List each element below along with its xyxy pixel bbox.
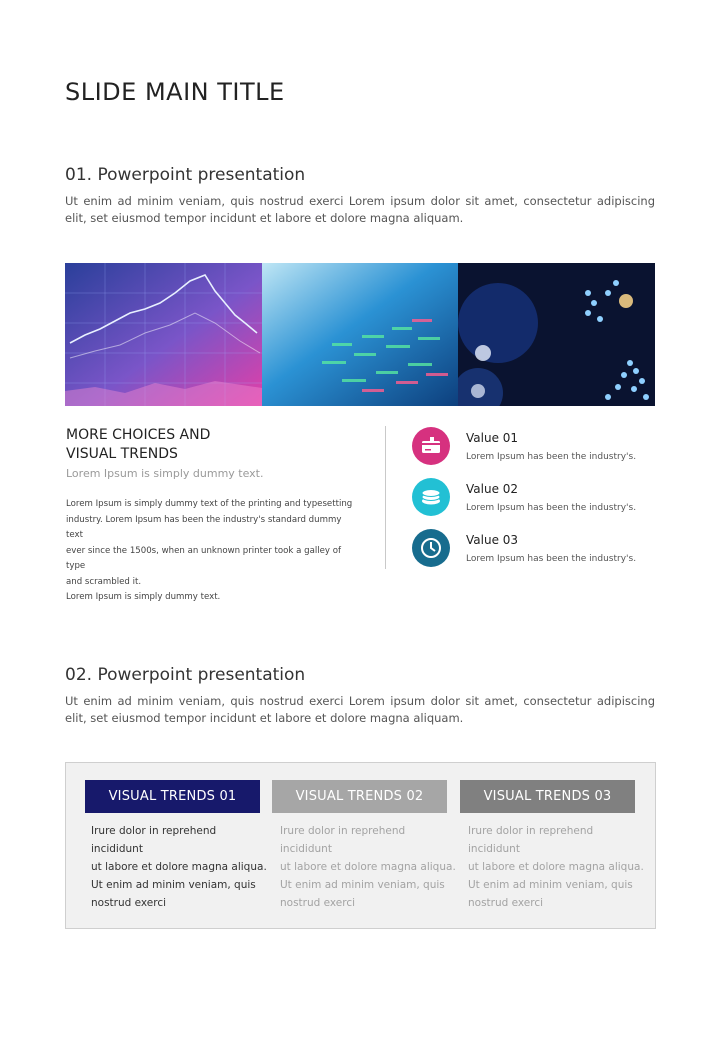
choices-title-line2: VISUAL TRENDS (66, 446, 178, 462)
value-01-desc: Lorem Ipsum has been the industry's. (466, 452, 637, 462)
trend-text-line: ut labore et dolore magna aliqua. (280, 861, 456, 873)
trend-text-line: Irure dolor in reprehend incididunt (91, 825, 217, 855)
choices-desc-line: industry. Lorem Ipsum has been the industry's standard dummy text (66, 514, 342, 540)
led-board-photo (458, 263, 655, 406)
visual-trends-01-text (91, 822, 271, 912)
trend-text-line: Irure dolor in reprehend incididunt (468, 825, 594, 855)
trend-text-line: Irure dolor in reprehend incididunt (280, 825, 406, 855)
choices-description (66, 497, 356, 606)
choices-desc-line: Lorem Ipsum is simply dummy text. (66, 592, 221, 602)
value-03-title: Value 03 (466, 533, 519, 547)
choices-title-line1: MORE CHOICES AND (66, 427, 211, 443)
section2-body: Ut enim ad minim veniam, quis nostrud exerci Lorem ipsum dolor sit amet, consectetur adipiscing elit, set eiusmod tempor incidunt et labore et dolore magna aliquam. (65, 694, 655, 725)
visual-trends-02-text (280, 822, 460, 912)
stock-ticker-photo (262, 263, 458, 406)
section1-heading: 01. Powerpoint presentation (65, 165, 306, 185)
trend-text-line: nostrud exerci (468, 897, 544, 909)
choices-desc-line: and scrambled it. (66, 576, 142, 587)
coins-icon (412, 478, 450, 516)
visual-trends-03-text (468, 822, 648, 912)
visual-trends-01-header: VISUAL TRENDS 01 (85, 780, 260, 813)
stock-chart-photo (65, 263, 262, 406)
value-02-desc: Lorem Ipsum has been the industry's. (466, 503, 637, 513)
choices-title (66, 426, 266, 464)
trend-text-line: ut labore et dolore magna aliqua. (468, 861, 644, 873)
value-02-title: Value 02 (466, 482, 519, 496)
vertical-divider (385, 426, 386, 569)
clock-icon (412, 529, 450, 567)
trend-text-line: Ut enim ad minim veniam, quis (91, 879, 256, 891)
choices-desc-line: ever since the 1500s, when an unknown printer took a galley of type (66, 545, 342, 571)
value-01-title: Value 01 (466, 431, 519, 445)
section1-body: Ut enim ad minim veniam, quis nostrud exerci Lorem ipsum dolor sit amet, consectetur adipiscing elit, set eiusmod tempor incidunt et labore et dolore magna aliquam. (65, 194, 655, 225)
section2-heading: 02. Powerpoint presentation (65, 665, 306, 685)
visual-trends-02-header: VISUAL TRENDS 02 (272, 780, 447, 813)
trend-text-line: nostrud exerci (280, 897, 356, 909)
choices-subtitle: Lorem Ipsum is simply dummy text. (66, 467, 264, 480)
trend-text-line: Ut enim ad minim veniam, quis (468, 879, 633, 891)
trend-text-line: ut labore et dolore magna aliqua. (91, 861, 267, 873)
value-03-desc: Lorem Ipsum has been the industry's. (466, 554, 637, 564)
page-title: SLIDE MAIN TITLE (65, 78, 285, 106)
trend-text-line: nostrud exerci (91, 897, 167, 909)
choices-desc-line: Lorem Ipsum is simply dummy text of the printing and typesetting (66, 499, 353, 509)
credit-card-icon (412, 427, 450, 465)
visual-trends-03-header: VISUAL TRENDS 03 (460, 780, 635, 813)
trend-text-line: Ut enim ad minim veniam, quis (280, 879, 445, 891)
